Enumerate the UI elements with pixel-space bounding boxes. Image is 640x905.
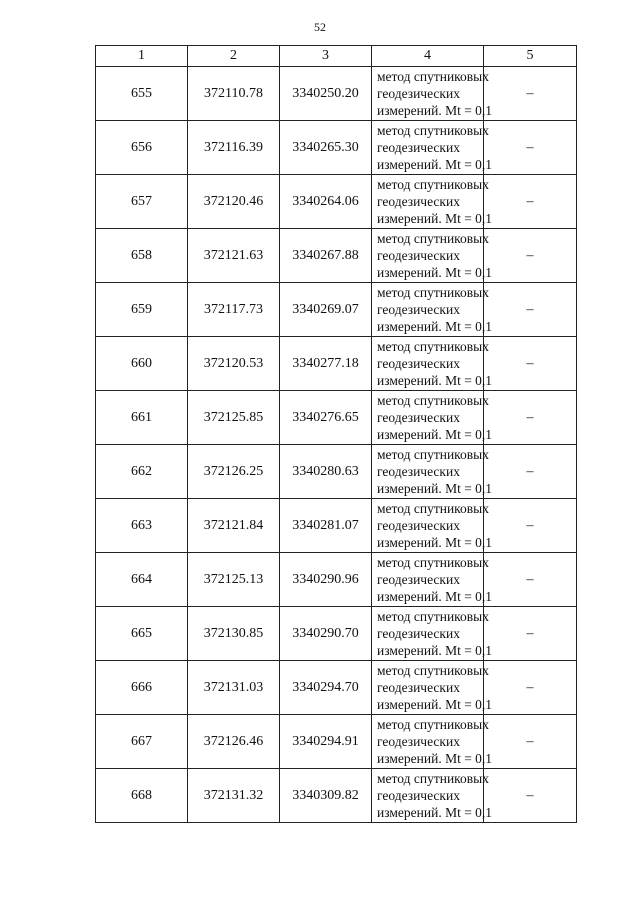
x-coordinate-cell: 372110.78 — [188, 67, 280, 121]
page-number: 52 — [314, 20, 326, 34]
method-line-3: измерений. Mt = 0,1 — [377, 211, 493, 226]
y-coordinate-cell: 3340265.30 — [280, 121, 372, 175]
note-cell: – — [484, 67, 577, 121]
x-coordinate-cell: 372126.25 — [188, 445, 280, 499]
table-row — [96, 499, 577, 553]
method-line-3: измерений. Mt = 0,1 — [377, 427, 493, 442]
method-description-cell — [372, 337, 493, 391]
point-number-cell: 668 — [96, 769, 188, 823]
x-coordinate-cell: 372117.73 — [188, 283, 280, 337]
column-header-5: 5 — [484, 46, 577, 67]
note-cell: – — [484, 229, 577, 283]
x-coordinate-cell: 372121.63 — [188, 229, 280, 283]
method-line-1: метод спутниковых — [377, 69, 489, 84]
table-row — [96, 445, 577, 499]
method-line-2: геодезических — [377, 788, 460, 803]
method-line-2: геодезических — [377, 572, 460, 587]
table-row — [96, 337, 577, 391]
x-coordinate-cell: 372131.32 — [188, 769, 280, 823]
method-line-3: измерений. Mt = 0,1 — [377, 751, 493, 766]
method-line-3: измерений. Mt = 0,1 — [377, 805, 493, 820]
method-line-3: измерений. Mt = 0,1 — [377, 481, 493, 496]
note-cell: – — [484, 445, 577, 499]
method-line-2: геодезических — [377, 356, 460, 371]
method-line-2: геодезических — [377, 734, 460, 749]
method-line-3: измерений. Mt = 0,1 — [377, 373, 493, 388]
method-line-1: метод спутниковых — [377, 285, 489, 300]
method-description-cell — [372, 769, 493, 823]
header-row — [96, 46, 577, 67]
method-line-1: метод спутниковых — [377, 555, 489, 570]
point-number-cell: 661 — [96, 391, 188, 445]
note-cell: – — [484, 337, 577, 391]
method-line-1: метод спутниковых — [377, 123, 489, 138]
point-number-cell: 662 — [96, 445, 188, 499]
y-coordinate-cell: 3340309.82 — [280, 769, 372, 823]
note-cell: – — [484, 553, 577, 607]
method-line-2: геодезических — [377, 86, 460, 101]
method-line-2: геодезических — [377, 680, 460, 695]
method-description-cell — [372, 175, 493, 229]
point-number-cell: 665 — [96, 607, 188, 661]
method-line-1: метод спутниковых — [377, 663, 489, 678]
note-cell: – — [484, 175, 577, 229]
x-coordinate-cell: 372120.53 — [188, 337, 280, 391]
table-row — [96, 67, 577, 121]
point-number-cell: 663 — [96, 499, 188, 553]
method-line-2: геодезических — [377, 410, 460, 425]
table-header — [96, 46, 577, 67]
method-description-cell — [372, 445, 493, 499]
method-line-3: измерений. Mt = 0,1 — [377, 265, 493, 280]
method-line-3: измерений. Mt = 0,1 — [377, 319, 493, 334]
method-description-cell — [372, 121, 493, 175]
method-line-2: геодезических — [377, 464, 460, 479]
method-line-2: геодезических — [377, 302, 460, 317]
table-body — [96, 67, 577, 823]
y-coordinate-cell: 3340267.88 — [280, 229, 372, 283]
column-header-3: 3 — [280, 46, 372, 67]
x-coordinate-cell: 372125.85 — [188, 391, 280, 445]
table-row — [96, 391, 577, 445]
note-cell: – — [484, 769, 577, 823]
x-coordinate-cell: 372131.03 — [188, 661, 280, 715]
y-coordinate-cell: 3340280.63 — [280, 445, 372, 499]
method-line-1: метод спутниковых — [377, 231, 489, 246]
method-line-3: измерений. Mt = 0,1 — [377, 589, 493, 604]
x-coordinate-cell: 372126.46 — [188, 715, 280, 769]
point-number-cell: 656 — [96, 121, 188, 175]
point-number-cell: 660 — [96, 337, 188, 391]
method-line-1: метод спутниковых — [377, 771, 489, 786]
method-description-cell — [372, 715, 493, 769]
point-number-cell: 659 — [96, 283, 188, 337]
table-row — [96, 121, 577, 175]
note-cell: – — [484, 121, 577, 175]
method-description-cell — [372, 67, 493, 121]
y-coordinate-cell: 3340290.70 — [280, 607, 372, 661]
method-line-3: измерений. Mt = 0,1 — [377, 103, 493, 118]
note-cell: – — [484, 391, 577, 445]
table-row — [96, 715, 577, 769]
note-cell: – — [484, 499, 577, 553]
method-line-1: метод спутниковых — [377, 393, 489, 408]
method-description-cell — [372, 553, 493, 607]
point-number-cell: 658 — [96, 229, 188, 283]
method-line-1: метод спутниковых — [377, 339, 489, 354]
y-coordinate-cell: 3340294.70 — [280, 661, 372, 715]
x-coordinate-cell: 372116.39 — [188, 121, 280, 175]
method-description-cell — [372, 283, 493, 337]
method-line-2: геодезических — [377, 626, 460, 641]
column-header-1: 1 — [96, 46, 188, 67]
method-description-cell — [372, 607, 493, 661]
y-coordinate-cell: 3340276.65 — [280, 391, 372, 445]
y-coordinate-cell: 3340294.91 — [280, 715, 372, 769]
method-line-1: метод спутниковых — [377, 717, 489, 732]
method-line-2: геодезических — [377, 248, 460, 263]
method-description-cell — [372, 499, 493, 553]
point-number-cell: 664 — [96, 553, 188, 607]
y-coordinate-cell: 3340281.07 — [280, 499, 372, 553]
method-line-1: метод спутниковых — [377, 609, 489, 624]
method-line-3: измерений. Mt = 0,1 — [377, 643, 493, 658]
column-header-2: 2 — [188, 46, 280, 67]
y-coordinate-cell: 3340264.06 — [280, 175, 372, 229]
point-number-cell: 667 — [96, 715, 188, 769]
x-coordinate-cell: 372130.85 — [188, 607, 280, 661]
x-coordinate-cell: 372120.46 — [188, 175, 280, 229]
method-description-cell — [372, 229, 493, 283]
table-row — [96, 175, 577, 229]
y-coordinate-cell: 3340250.20 — [280, 67, 372, 121]
coordinates-table — [95, 45, 577, 823]
note-cell: – — [484, 283, 577, 337]
table-row — [96, 661, 577, 715]
method-line-2: геодезических — [377, 140, 460, 155]
point-number-cell: 655 — [96, 67, 188, 121]
note-cell: – — [484, 607, 577, 661]
x-coordinate-cell: 372121.84 — [188, 499, 280, 553]
method-description-cell — [372, 661, 493, 715]
note-cell: – — [484, 661, 577, 715]
method-line-2: геодезических — [377, 518, 460, 533]
table-row — [96, 283, 577, 337]
method-line-1: метод спутниковых — [377, 447, 489, 462]
method-line-1: метод спутниковых — [377, 501, 489, 516]
method-line-3: измерений. Mt = 0,1 — [377, 697, 493, 712]
method-description-cell — [372, 391, 493, 445]
point-number-cell: 666 — [96, 661, 188, 715]
y-coordinate-cell: 3340277.18 — [280, 337, 372, 391]
note-cell: – — [484, 715, 577, 769]
table-row — [96, 229, 577, 283]
point-number-cell: 657 — [96, 175, 188, 229]
column-header-4: 4 — [372, 46, 484, 67]
method-line-3: измерений. Mt = 0,1 — [377, 157, 493, 172]
y-coordinate-cell: 3340269.07 — [280, 283, 372, 337]
y-coordinate-cell: 3340290.96 — [280, 553, 372, 607]
table-row — [96, 553, 577, 607]
table-row — [96, 769, 577, 823]
method-line-2: геодезических — [377, 194, 460, 209]
table-row — [96, 607, 577, 661]
method-line-3: измерений. Mt = 0,1 — [377, 535, 493, 550]
x-coordinate-cell: 372125.13 — [188, 553, 280, 607]
method-line-1: метод спутниковых — [377, 177, 489, 192]
